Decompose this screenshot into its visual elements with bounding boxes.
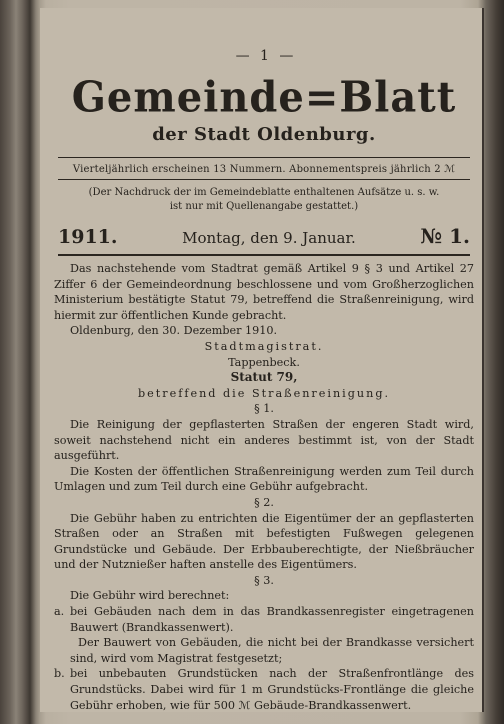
signature-name: Tappenbeck. <box>228 355 300 369</box>
issue-number: № 1. <box>420 224 470 248</box>
list-item-b <box>54 666 474 713</box>
section-3-intro: Die Gebühr wird berechnet: <box>70 589 230 603</box>
section-1-heading: § 1. <box>254 402 274 416</box>
list-text-a-continuation: Der Bauwert von Gebäuden, die nicht bei der Brandkasse versichert sind, wird vom Magistrat festgesetzt; <box>70 636 474 665</box>
article-body <box>54 261 474 713</box>
rule-dateline <box>58 254 470 256</box>
masthead-title: Gemeinde=Blatt <box>71 72 457 123</box>
page-number: — 1 — <box>235 48 297 64</box>
reprint-notice-line1: (Der Nachdruck der im Gemeindeblatte enthaltenen Aufsätze u. s. w. <box>88 187 440 198</box>
list-marker-b: b. <box>54 667 65 681</box>
rule-top <box>58 157 470 158</box>
intro-paragraph: Das nachstehende vom Stadtrat gemäß Artikel 9 § 3 und Artikel 27 Ziffer 6 der Gemeindeordnung beschlossene und vom Großherzoglichen Ministerium bestätigte Statut 79, betreffend die Straßenreinigung, wird hiermit zur öffentlichen Kunde gebracht. <box>54 262 474 322</box>
list-text-a-main: bei Gebäuden nach dem in das Brandkassenregister eingetragenen Bauwert (Brandkassenwert). <box>70 605 474 634</box>
section-1-paragraph-1: Die Reinigung der gepflasterten Straßen der engeren Stadt wird, soweit nachstehend nicht ein anderes bestimmt ist, von der Stadt ausgeführt. <box>54 417 474 463</box>
reprint-notice-line2: ist nur mit Quellenangabe gestattet.) <box>169 201 359 212</box>
issue-dateline <box>58 224 470 252</box>
masthead-subtitle: der Stadt Oldenburg. <box>152 124 376 145</box>
reprint-notice <box>54 186 474 214</box>
rule-mid <box>58 179 470 180</box>
list-marker-a: a. <box>54 605 65 619</box>
section-1-paragraph-2: Die Kosten der öffentlichen Straßenreinigung werden zum Teil durch Umlagen und zum Teil durch eine Gebühr aufgebracht. <box>54 464 474 494</box>
issue-date: Montag, den 9. Januar. <box>182 229 356 247</box>
section-3-heading: § 3. <box>254 573 274 587</box>
issue-year: 1911. <box>58 226 118 248</box>
issuing-authority: Stadtmagistrat. <box>204 339 324 353</box>
section-2-paragraph: Die Gebühr haben zu entrichten die Eigentümer der an gepflasterten Straßen oder an Straßen mit befestigten Fußwegen gelegenen Grundstücke und Gebäude. Der Erbbauberechtigte, der Nießbräucher und der Nutznießer haften anstelle des Eigentümers. <box>54 511 474 572</box>
statute-title: Statut 79, <box>230 370 298 385</box>
document-content <box>54 48 474 713</box>
list-text-a <box>70 604 474 666</box>
list-item-a <box>54 604 474 666</box>
place-date: Oldenburg, den 30. Dezember 1910. <box>70 324 278 338</box>
subscription-info: Vierteljährlich erscheinen 13 Nummern. Abonnementspreis jährlich 2 ℳ <box>72 164 456 175</box>
statute-subject: betreffend die Straßenreinigung. <box>137 386 391 400</box>
section-2-heading: § 2. <box>254 495 274 509</box>
list-text-b: bei unbebauten Grundstücken nach der Straßenfrontlänge des Grundstücks. Dabei wird für 1 m Grundstücks-Frontlänge die gleiche Gebühr erhoben, wie für 500 ℳ Gebäude-Brandkassenwert. <box>70 667 474 712</box>
